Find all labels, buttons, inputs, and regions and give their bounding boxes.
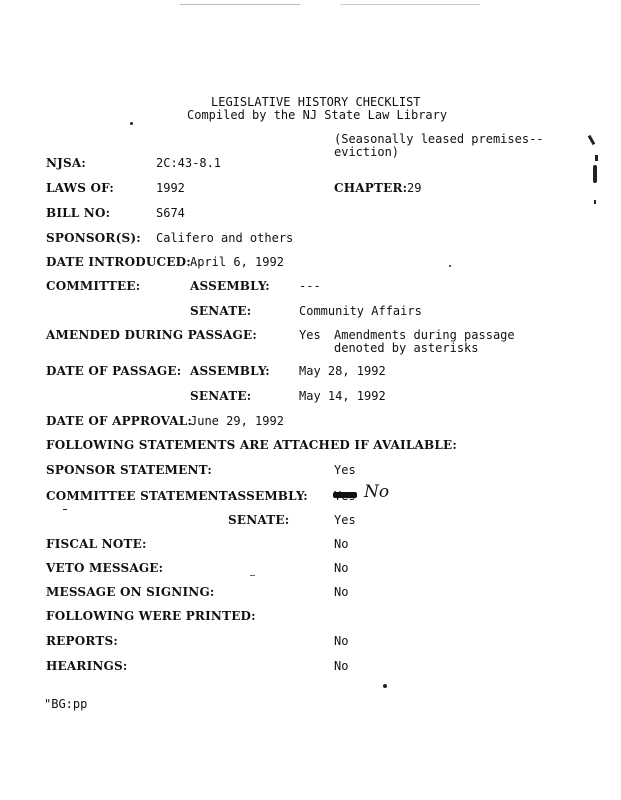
chapter-value: 29 <box>407 181 422 195</box>
document-title: LEGISLATIVE HISTORY CHECKLIST <box>211 95 421 109</box>
committee-label: COMMITTEE: <box>46 279 141 293</box>
hearings-label: HEARINGS: <box>46 659 128 673</box>
scan-speck <box>180 4 300 5</box>
scan-speck <box>130 122 133 125</box>
scan-speck <box>383 684 387 688</box>
scan-speck <box>63 509 67 510</box>
sponsor-statement-value: Yes <box>334 463 356 477</box>
fiscal-note-value: No <box>334 537 349 551</box>
committee-assembly-label: ASSEMBLY: <box>190 279 270 293</box>
footer-initials: "BG:pp <box>44 697 88 711</box>
njsa-value: 2C:43-8.1 <box>156 156 222 170</box>
scan-speck <box>340 4 480 5</box>
chapter-label: CHAPTER: <box>334 181 408 195</box>
bill-value: S674 <box>156 206 185 220</box>
introduced-value: April 6, 1992 <box>190 255 284 269</box>
subject-line-2: eviction) <box>334 145 400 159</box>
passage-senate-label: SENATE: <box>190 389 252 403</box>
committee-statement-senate-label: SENATE: <box>228 513 290 527</box>
strike-mark <box>333 492 357 498</box>
sponsor-statement-label: SPONSOR STATEMENT: <box>46 463 212 477</box>
passage-label: DATE OF PASSAGE: <box>46 364 182 378</box>
reports-label: REPORTS: <box>46 634 118 648</box>
njsa-label: NJSA: <box>46 156 87 170</box>
committee-senate-label: SENATE: <box>190 304 252 318</box>
sponsor-value: Califero and others <box>156 231 294 245</box>
scan-speck <box>595 155 598 161</box>
fiscal-note-label: FISCAL NOTE: <box>46 537 147 551</box>
laws-value: 1992 <box>156 181 185 195</box>
signing-message-value: No <box>334 585 349 599</box>
statements-heading: FOLLOWING STATEMENTS ARE ATTACHED IF AVAILABLE: <box>46 438 457 452</box>
printed-heading: FOLLOWING WERE PRINTED: <box>46 609 256 623</box>
sponsor-label: SPONSOR(S): <box>46 231 141 245</box>
passage-assembly-label: ASSEMBLY: <box>190 364 270 378</box>
veto-message-label: VETO MESSAGE: <box>46 561 164 575</box>
amended-label: AMENDED DURING PASSAGE: <box>46 328 257 342</box>
bill-label: BILL NO: <box>46 206 111 220</box>
committee-assembly-value: --- <box>299 279 321 293</box>
approval-label: DATE OF APPROVAL: <box>46 414 192 428</box>
scan-speck <box>593 165 597 183</box>
amended-value: Yes <box>299 328 321 342</box>
approval-value: June 29, 1992 <box>190 414 284 428</box>
scan-speck <box>588 135 596 145</box>
passage-assembly-value: May 28, 1992 <box>299 364 386 378</box>
amended-note-1: Amendments during passage <box>334 328 515 342</box>
amended-note-2: denoted by asterisks <box>334 341 479 355</box>
committee-statement-assembly-handwritten: No <box>364 482 390 502</box>
scan-speck <box>449 265 451 267</box>
scan-speck <box>594 200 596 204</box>
passage-senate-value: May 14, 1992 <box>299 389 386 403</box>
committee-senate-value: Community Affairs <box>299 304 422 318</box>
laws-label: LAWS OF: <box>46 181 115 195</box>
committee-statement-senate-value: Yes <box>334 513 356 527</box>
document-subtitle: Compiled by the NJ State Law Library <box>187 108 448 122</box>
hearings-value: No <box>334 659 349 673</box>
committee-statement-label: COMMITTEE STATEMENT: <box>46 489 233 503</box>
veto-message-value: No <box>334 561 349 575</box>
reports-value: No <box>334 634 349 648</box>
scan-speck <box>250 575 255 576</box>
subject-line-1: (Seasonally leased premises-- <box>334 132 544 146</box>
committee-statement-assembly-label: ASSEMBLY: <box>228 489 308 503</box>
signing-message-label: MESSAGE ON SIGNING: <box>46 585 215 599</box>
introduced-label: DATE INTRODUCED: <box>46 255 191 269</box>
